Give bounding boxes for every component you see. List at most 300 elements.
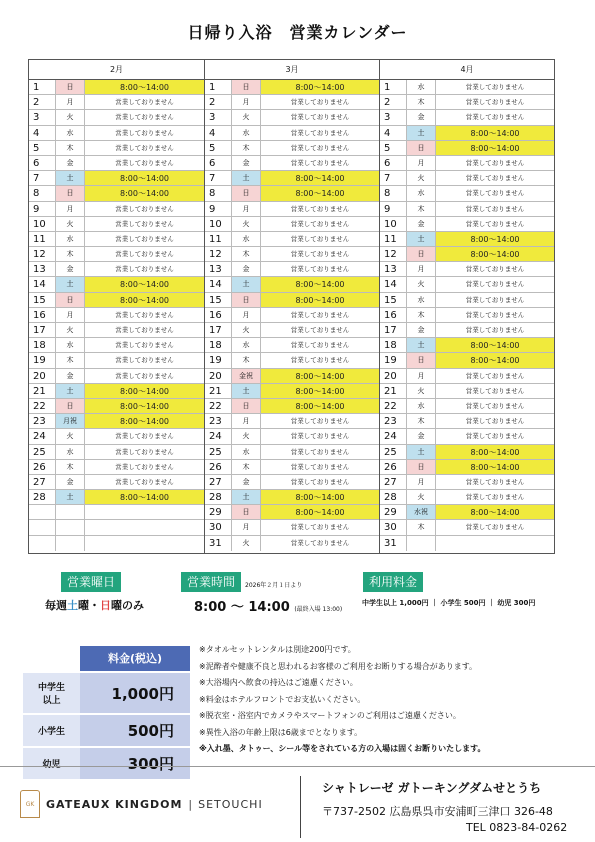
calendar-date	[29, 505, 55, 519]
calendar-weekday: 日	[55, 186, 85, 200]
calendar-weekday: 水	[231, 338, 261, 352]
calendar-date: 26	[209, 461, 222, 473]
calendar-row	[29, 95, 204, 110]
calendar-row	[380, 414, 554, 429]
calendar-weekday: 土	[231, 490, 261, 504]
notes-list	[199, 642, 579, 758]
calendar-date: 12	[209, 249, 222, 261]
calendar-status: 営業しておりません	[290, 477, 350, 486]
calendar-date: 14	[33, 279, 46, 291]
calendar-date: 11	[384, 233, 397, 245]
calendar-weekday: 火	[406, 490, 436, 504]
price-row-name: 中学生 以上	[23, 673, 80, 713]
calendar-row	[29, 490, 204, 505]
logo-separator: |	[188, 797, 193, 811]
days-mid: 曜・	[78, 599, 100, 612]
calendar-table	[28, 59, 555, 554]
calendar-row	[205, 156, 379, 171]
calendar-date: 3	[384, 112, 391, 124]
calendar-weekday: 木	[406, 202, 436, 216]
calendar-date: 30	[209, 522, 222, 534]
calendar-date: 28	[384, 492, 397, 504]
calendar-open-hours: 8:00～14:00	[436, 353, 554, 367]
calendar-status: 営業しておりません	[465, 401, 525, 410]
sunday-text: 日	[100, 599, 111, 612]
calendar-status: 営業しておりません	[115, 234, 174, 243]
calendar-weekday	[406, 536, 436, 551]
calendar-row	[380, 217, 554, 232]
calendar-row	[29, 186, 204, 201]
price-row-value: 1,000円	[80, 673, 190, 713]
note-item: ※料金はホテルフロントでお支払いください。	[199, 694, 366, 704]
calendar-date: 5	[384, 142, 391, 154]
calendar-status: 営業しておりません	[290, 158, 350, 167]
calendar-date: 21	[209, 385, 222, 397]
calendar-weekday: 日	[231, 186, 261, 200]
calendar-open-hours: 8:00～14:00	[85, 384, 204, 398]
calendar-status: 営業しておりません	[290, 523, 350, 532]
calendar-row	[205, 202, 379, 217]
brand-logo	[20, 790, 263, 818]
calendar-row	[380, 338, 554, 353]
hours-note: 2026年２月１日より	[245, 582, 303, 589]
calendar-weekday: 月	[406, 369, 436, 383]
calendar-date: 5	[209, 142, 216, 154]
calendar-row	[205, 247, 379, 262]
days-suffix: 曜のみ	[111, 599, 144, 612]
calendar-row	[380, 126, 554, 141]
calendar-status: 営業しておりません	[465, 310, 525, 319]
calendar-date: 20	[384, 370, 397, 382]
calendar-row	[205, 110, 379, 125]
calendar-row	[205, 126, 379, 141]
calendar-open-hours: 8:00～14:00	[436, 445, 554, 459]
calendar-date: 10	[384, 218, 397, 230]
calendar-date: 6	[209, 157, 216, 169]
calendar-status: 営業しておりません	[465, 295, 525, 304]
calendar-open-hours: 8:00～14:00	[85, 186, 204, 200]
calendar-row	[29, 171, 204, 186]
days-label: 営業曜日	[61, 572, 121, 592]
month-column	[29, 60, 204, 553]
calendar-row	[205, 490, 379, 505]
calendar-row	[205, 186, 379, 201]
calendar-row	[205, 475, 379, 490]
month-header: 4月	[380, 60, 554, 80]
calendar-open-hours: 8:00～14:00	[261, 80, 379, 94]
calendar-date: 31	[209, 537, 222, 549]
calendar-status: 営業しておりません	[115, 310, 174, 319]
calendar-weekday: 金	[231, 475, 261, 489]
calendar-date: 8	[384, 188, 391, 200]
note-item: ※脱衣室・浴室内でカメラやスマートフォンのご利用はご遠慮ください。	[199, 711, 461, 720]
calendar-row	[29, 217, 204, 232]
calendar-row	[380, 399, 554, 414]
calendar-weekday: 月	[55, 95, 85, 109]
calendar-row	[29, 384, 204, 399]
calendar-date: 3	[33, 112, 40, 124]
calendar-row	[29, 293, 204, 308]
calendar-row	[29, 429, 204, 444]
calendar-weekday: 月	[231, 520, 261, 534]
calendar-row	[380, 323, 554, 338]
calendar-weekday: 木	[231, 353, 261, 367]
calendar-date: 7	[384, 173, 391, 185]
calendar-open-hours: 8:00～14:00	[436, 505, 554, 519]
calendar-date: 17	[384, 325, 397, 336]
calendar-date: 29	[384, 507, 397, 519]
calendar-weekday: 土	[55, 171, 85, 185]
calendar-status: 営業しておりません	[115, 371, 174, 380]
note-item: ※異性入浴の年齢上限は6歳までとなります。	[199, 727, 363, 737]
calendar-weekday: 日	[406, 460, 436, 474]
calendar-weekday: 木	[406, 414, 436, 428]
calendar-row	[205, 399, 379, 414]
calendar-weekday: 土	[231, 384, 261, 398]
calendar-row	[380, 232, 554, 247]
calendar-row	[205, 520, 379, 535]
calendar-date: 21	[33, 385, 46, 397]
price-row-name: 幼児	[23, 748, 80, 779]
calendar-date: 26	[384, 461, 397, 473]
calendar-row	[380, 202, 554, 217]
price-table	[23, 646, 190, 779]
calendar-row	[29, 536, 204, 551]
note-item: ※大浴場内へ飲食の持込はご遠慮ください。	[199, 678, 358, 687]
calendar-weekday: 土	[406, 338, 436, 352]
hours-value	[194, 596, 342, 615]
calendar-row	[29, 277, 204, 292]
calendar-weekday: 水	[231, 232, 261, 246]
calendar-row	[205, 429, 379, 444]
calendar-status: 営業しておりません	[115, 432, 174, 441]
calendar-status: 営業しておりません	[290, 204, 350, 213]
calendar-row	[205, 277, 379, 292]
calendar-row	[380, 475, 554, 490]
calendar-weekday: 火	[231, 429, 261, 443]
calendar-date: 1	[33, 82, 40, 93]
calendar-weekday: 火	[231, 217, 261, 231]
calendar-date: 4	[209, 127, 216, 139]
calendar-status: 営業しておりません	[290, 462, 350, 471]
calendar-date: 17	[33, 325, 46, 336]
calendar-date: 19	[33, 355, 46, 367]
calendar-open-hours: 8:00～14:00	[436, 141, 554, 155]
calendar-date: 1	[384, 82, 391, 93]
calendar-weekday: 月	[406, 475, 436, 489]
calendar-status: 営業しておりません	[290, 219, 350, 228]
calendar-weekday: 木	[231, 247, 261, 261]
logo-text: GATEAUX KINGDOM	[46, 797, 183, 811]
calendar-status: 営業しておりません	[290, 432, 350, 441]
calendar-weekday: 土	[55, 384, 85, 398]
calendar-status: 営業しておりません	[465, 83, 525, 91]
calendar-weekday: 土	[231, 277, 261, 291]
calendar-open-hours: 8:00～14:00	[85, 277, 204, 291]
calendar-weekday: 火	[231, 323, 261, 337]
hours-time: 8:00 ～ 14:00	[194, 600, 290, 615]
calendar-weekday: 月	[406, 262, 436, 276]
calendar-weekday: 月	[231, 308, 261, 322]
calendar-status: 営業しておりません	[290, 310, 350, 319]
calendar-date: 30	[384, 522, 397, 534]
month-column	[204, 60, 379, 553]
calendar-date: 13	[384, 264, 397, 276]
calendar-date: 18	[33, 340, 46, 352]
calendar-weekday: 土	[406, 232, 436, 246]
calendar-weekday: 日	[406, 353, 436, 367]
price-row	[23, 746, 190, 779]
calendar-row	[380, 505, 554, 520]
month-header: 3月	[205, 60, 379, 80]
crown-logo-icon: GK	[20, 790, 40, 818]
calendar-date: 24	[384, 431, 397, 443]
calendar-weekday: 土	[406, 126, 436, 140]
calendar-status	[85, 520, 204, 534]
calendar-row	[29, 110, 204, 125]
footer-vertical-divider	[300, 776, 301, 838]
calendar-weekday: 日	[231, 505, 261, 519]
calendar-row	[205, 369, 379, 384]
price-row-value: 500円	[80, 715, 190, 746]
calendar-date: 20	[209, 370, 222, 382]
calendar-row	[29, 338, 204, 353]
calendar-status: 営業しておりません	[115, 158, 174, 167]
calendar-row	[29, 262, 204, 277]
shop-tel: TEL 0823-84-0262	[466, 821, 568, 834]
calendar-open-hours: 8:00～14:00	[261, 277, 379, 291]
calendar-status: 営業しておりません	[290, 538, 350, 547]
calendar-row	[380, 156, 554, 171]
days-value	[45, 597, 144, 613]
saturday-text: 土	[67, 599, 78, 612]
calendar-weekday: 火	[406, 171, 436, 185]
calendar-weekday: 金	[231, 156, 261, 170]
calendar-weekday: 金	[406, 217, 436, 231]
calendar-open-hours: 8:00～14:00	[261, 186, 379, 200]
calendar-row	[380, 293, 554, 308]
calendar-status: 営業しておりません	[465, 158, 525, 167]
calendar-weekday: 木	[55, 460, 85, 474]
calendar-date: 24	[209, 431, 222, 443]
calendar-row	[29, 505, 204, 520]
calendar-date: 12	[33, 249, 46, 261]
calendar-status: 営業しておりません	[290, 265, 350, 274]
calendar-weekday: 水	[55, 338, 85, 352]
calendar-row	[380, 520, 554, 535]
calendar-row	[205, 171, 379, 186]
calendar-status	[85, 505, 204, 519]
price-table-title: 料金(税込)	[80, 646, 190, 671]
calendar-date: 14	[209, 279, 222, 291]
calendar-weekday: 土	[55, 277, 85, 291]
shop-address: 〒737-2502 広島県呉市安浦町三津口 326-48	[322, 805, 553, 818]
calendar-weekday: 日	[231, 399, 261, 413]
calendar-row	[205, 445, 379, 460]
calendar-open-hours: 8:00～14:00	[261, 369, 379, 383]
calendar-status: 営業しておりません	[465, 477, 525, 486]
calendar-open-hours: 8:00～14:00	[85, 399, 204, 413]
calendar-date: 3	[209, 112, 216, 124]
calendar-weekday: 水	[55, 126, 85, 140]
calendar-weekday: 火	[231, 110, 261, 124]
calendar-row	[380, 308, 554, 323]
calendar-weekday: 水	[406, 80, 436, 94]
calendar-date: 1	[209, 82, 216, 93]
calendar-date: 23	[33, 416, 46, 428]
calendar-open-hours: 8:00～14:00	[261, 293, 379, 307]
calendar-weekday: 月	[231, 202, 261, 216]
calendar-date: 22	[33, 400, 46, 412]
calendar-status: 営業しておりません	[290, 128, 350, 137]
calendar-weekday: 水祝	[406, 505, 436, 519]
calendar-date: 19	[209, 355, 222, 367]
calendar-open-hours: 8:00～14:00	[85, 490, 204, 504]
calendar-weekday: 金	[231, 262, 261, 276]
calendar-date: 16	[384, 309, 397, 321]
calendar-row	[380, 460, 554, 475]
calendar-row	[29, 232, 204, 247]
calendar-date: 15	[384, 294, 397, 306]
calendar-date: 29	[209, 507, 222, 519]
calendar-status: 営業しておりません	[290, 341, 350, 350]
calendar-row	[380, 384, 554, 399]
calendar-row	[29, 308, 204, 323]
calendar-weekday: 土	[231, 171, 261, 185]
calendar-open-hours: 8:00～14:00	[261, 171, 379, 185]
calendar-open-hours: 8:00～14:00	[261, 490, 379, 504]
calendar-date: 27	[384, 476, 397, 488]
calendar-open-hours: 8:00～14:00	[436, 126, 554, 140]
calendar-weekday: 木	[55, 141, 85, 155]
calendar-date: 11	[33, 233, 46, 245]
calendar-weekday: 木	[55, 353, 85, 367]
calendar-open-hours: 8:00～14:00	[436, 232, 554, 246]
calendar-status	[85, 536, 204, 551]
calendar-date: 11	[209, 233, 222, 245]
calendar-weekday: 金	[406, 429, 436, 443]
calendar-open-hours: 8:00～14:00	[436, 338, 554, 352]
calendar-status: 営業しておりません	[115, 143, 174, 152]
calendar-status: 営業しておりません	[290, 113, 350, 122]
calendar-weekday: 金	[406, 110, 436, 124]
calendar-date: 10	[33, 218, 46, 230]
calendar-date: 9	[384, 203, 391, 215]
calendar-weekday: 月	[231, 95, 261, 109]
calendar-status: 営業しておりません	[465, 432, 525, 441]
calendar-weekday: 日	[406, 247, 436, 261]
calendar-date: 26	[33, 461, 46, 473]
calendar-weekday: 火	[231, 536, 261, 551]
calendar-weekday: 火	[55, 110, 85, 124]
calendar-date: 25	[209, 446, 222, 458]
calendar-date: 16	[209, 309, 222, 321]
calendar-date: 4	[384, 127, 391, 139]
calendar-row	[29, 80, 204, 95]
calendar-weekday: 木	[231, 141, 261, 155]
calendar-date: 22	[209, 400, 222, 412]
calendar-row	[380, 490, 554, 505]
calendar-weekday: 木	[231, 460, 261, 474]
calendar-date: 17	[209, 325, 222, 336]
calendar-open-hours: 8:00～14:00	[261, 399, 379, 413]
calendar-row	[205, 232, 379, 247]
calendar-date: 5	[33, 142, 40, 154]
calendar-weekday	[55, 520, 85, 534]
calendar-status: 営業しておりません	[465, 523, 525, 532]
calendar-date: 13	[209, 264, 222, 276]
month-header: 2月	[29, 60, 204, 80]
calendar-weekday: 金	[55, 262, 85, 276]
calendar-weekday: 土	[406, 445, 436, 459]
calendar-row	[380, 95, 554, 110]
calendar-weekday: 日	[55, 399, 85, 413]
calendar-row	[29, 323, 204, 338]
calendar-row	[380, 536, 554, 551]
calendar-weekday: 火	[406, 277, 436, 291]
calendar-row	[380, 110, 554, 125]
calendar-date: 6	[384, 157, 391, 169]
calendar-date: 18	[384, 340, 397, 352]
calendar-status: 営業しておりません	[290, 326, 350, 334]
calendar-date: 8	[33, 188, 40, 200]
calendar-date: 13	[33, 264, 46, 276]
calendar-date: 23	[384, 416, 397, 428]
calendar-date: 2	[33, 97, 40, 109]
calendar-open-hours: 8:00～14:00	[436, 247, 554, 261]
calendar-row	[29, 156, 204, 171]
calendar-row	[380, 445, 554, 460]
calendar-open-hours: 8:00～14:00	[436, 460, 554, 474]
calendar-weekday: 火	[55, 429, 85, 443]
calendar-row	[205, 505, 379, 520]
calendar-weekday: 日	[55, 293, 85, 307]
calendar-row	[29, 247, 204, 262]
calendar-row	[380, 141, 554, 156]
calendar-weekday: 木	[406, 520, 436, 534]
calendar-weekday: 木	[55, 247, 85, 261]
calendar-weekday: 水	[231, 126, 261, 140]
calendar-row	[29, 414, 204, 429]
calendar-status: 営業しておりません	[115, 113, 174, 122]
calendar-status: 営業しておりません	[465, 98, 525, 107]
calendar-row	[205, 384, 379, 399]
footer-divider	[0, 766, 595, 767]
calendar-status: 営業しておりません	[465, 371, 525, 380]
calendar-row	[205, 308, 379, 323]
calendar-weekday: 日	[231, 80, 261, 94]
note-item: ※入れ墨、タトゥー、シール等をされている方の入場は固くお断りいたします。	[199, 744, 486, 753]
calendar-weekday: 金	[55, 369, 85, 383]
calendar-date: 4	[33, 127, 40, 139]
calendar-status: 営業しておりません	[465, 204, 525, 213]
calendar-date: 10	[209, 218, 222, 230]
calendar-status: 営業しておりません	[115, 219, 174, 228]
calendar-date: 15	[209, 294, 222, 306]
calendar-status: 営業しておりません	[290, 356, 350, 365]
calendar-status: 営業しておりません	[115, 356, 174, 365]
hours-label: 営業時間	[181, 572, 241, 592]
calendar-date: 7	[209, 173, 216, 185]
calendar-row	[29, 369, 204, 384]
calendar-weekday: 水	[406, 186, 436, 200]
calendar-date: 7	[33, 173, 40, 185]
calendar-weekday: 水	[406, 399, 436, 413]
calendar-status: 営業しておりません	[115, 128, 174, 137]
calendar-date: 23	[209, 416, 222, 428]
page-title: 日帰り入浴 営業カレンダー	[187, 23, 408, 42]
calendar-status: 営業しておりません	[465, 219, 525, 228]
